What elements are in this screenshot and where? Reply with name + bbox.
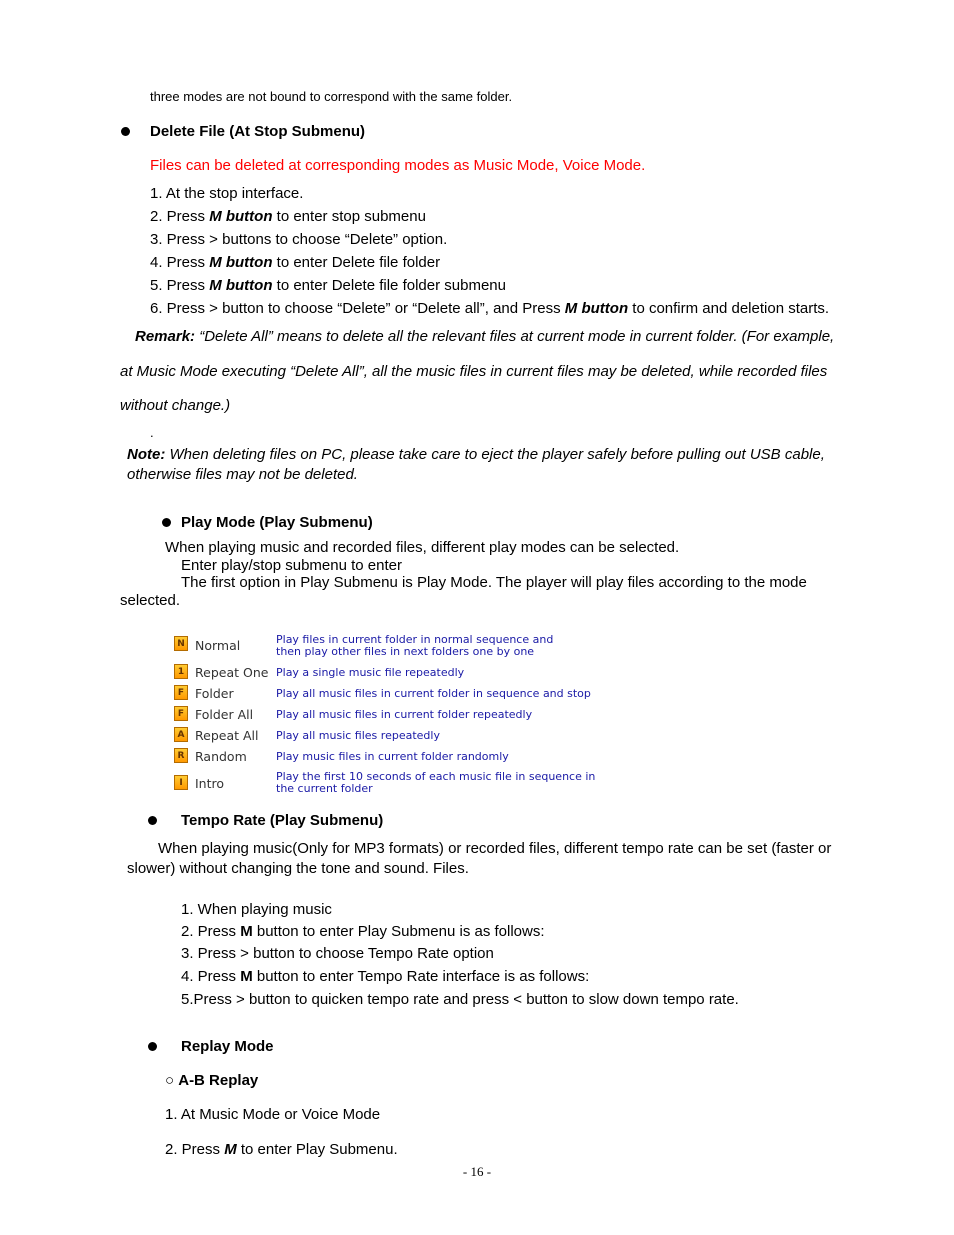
tempo-step: 2. Press M button to enter Play Submenu is as follows: [181,923,545,940]
bullet-icon [162,518,171,527]
play-mode-text: When playing music and recorded files, different play modes can be selected. [165,539,680,556]
ab-replay-heading: ○ A-B Replay [165,1072,259,1089]
tempo-step: 1. When playing music [181,901,332,918]
bullet-icon [121,127,130,136]
repeat-all-icon: A [174,727,188,742]
delete-step: 2. Press M button to enter stop submenu [150,208,426,225]
separator-dot: . [150,425,154,440]
repeat-one-icon: 1 [174,664,188,679]
play-mode-text: Enter play/stop submenu to enter [181,557,402,574]
mode-name: Repeat All [195,728,259,743]
delete-step: 5. Press M button to enter Delete file folder submenu [150,277,506,294]
mode-desc: Play all music files in current folder in sequence and stop [276,687,591,700]
delete-heading: Delete File (At Stop Submenu) [150,123,366,140]
tempo-text: When playing music(Only for MP3 formats) or recorded files, different tempo rate can be set (faster or [158,840,832,857]
tempo-step: 4. Press M button to enter Tempo Rate interface is as follows: [181,968,590,985]
mode-desc: Play the first 10 seconds of each music file in sequence in [276,770,596,783]
mode-desc: Play a single music file repeatedly [276,666,465,679]
delete-step: 1. At the stop interface. [150,185,304,202]
folder-mode-icon: F [174,685,188,700]
normal-mode-icon: N [174,636,188,651]
delete-step: 6. Press > button to choose “Delete” or “Delete all”, and Press M button to confirm and deletion starts. [150,300,830,317]
play-mode-text: selected. [120,592,181,609]
random-mode-icon: R [174,748,188,763]
intro-mode-icon: I [174,775,188,790]
mode-desc: then play other files in next folders one by one [276,645,535,658]
play-mode-text: The first option in Play Submenu is Play Mode. The player will play files according to the mode [181,574,807,591]
note-label: Note: [127,446,166,463]
remark-label: Remark: [135,328,196,345]
mode-desc: the current folder [276,782,373,795]
play-mode-heading: Play Mode (Play Submenu) [181,514,373,531]
remark-line: at Music Mode executing “Delete All”, all the music files in current files may be deleted, while recorded files [120,363,828,380]
circle-icon: ○ [165,1072,179,1089]
mode-desc: Play all music files repeatedly [276,729,440,742]
replay-step: 1. At Music Mode or Voice Mode [165,1106,381,1123]
mode-desc: Play all music files in current folder repeatedly [276,708,533,721]
tempo-step: 5.Press > button to quicken tempo rate and press < button to slow down tempo rate. [181,991,739,1008]
tempo-heading: Tempo Rate (Play Submenu) [181,812,384,829]
mode-name: Random [195,749,247,764]
delete-step: 3. Press > buttons to choose “Delete” option. [150,231,448,248]
replay-step: 2. Press M to enter Play Submenu. [165,1141,398,1158]
page-number: - 16 - [462,1164,492,1179]
bullet-icon [148,1042,157,1051]
tempo-text: slower) without changing the tone and sound. Files. [127,860,469,877]
mode-desc: Play files in current folder in normal sequence and [276,633,554,646]
remark-line: Remark: “Delete All” means to delete all the relevant files at current mode in current folder. (For example, [135,328,835,345]
tempo-step: 3. Press > button to choose Tempo Rate option [181,945,494,962]
bullet-icon [148,816,157,825]
note-line: otherwise files may not be deleted. [127,466,358,483]
folder-all-icon: F [174,706,188,721]
mode-name: Intro [195,776,225,791]
mode-name: Folder All [195,707,254,722]
delete-red-note: Files can be deleted at corresponding modes as Music Mode, Voice Mode. [150,157,646,174]
note-line: Note: When deleting files on PC, please take care to eject the player safely before pulling out USB cable, [127,446,825,463]
mode-name: Repeat One [195,665,269,680]
intro-text: three modes are not bound to correspond with the same folder. [150,89,513,104]
remark-line: without change.) [120,397,231,414]
replay-heading: Replay Mode [181,1038,274,1055]
mode-name: Normal [195,638,241,653]
delete-step: 4. Press M button to enter Delete file folder [150,254,441,271]
mode-desc: Play music files in current folder randomly [276,750,509,763]
mode-name: Folder [195,686,234,701]
